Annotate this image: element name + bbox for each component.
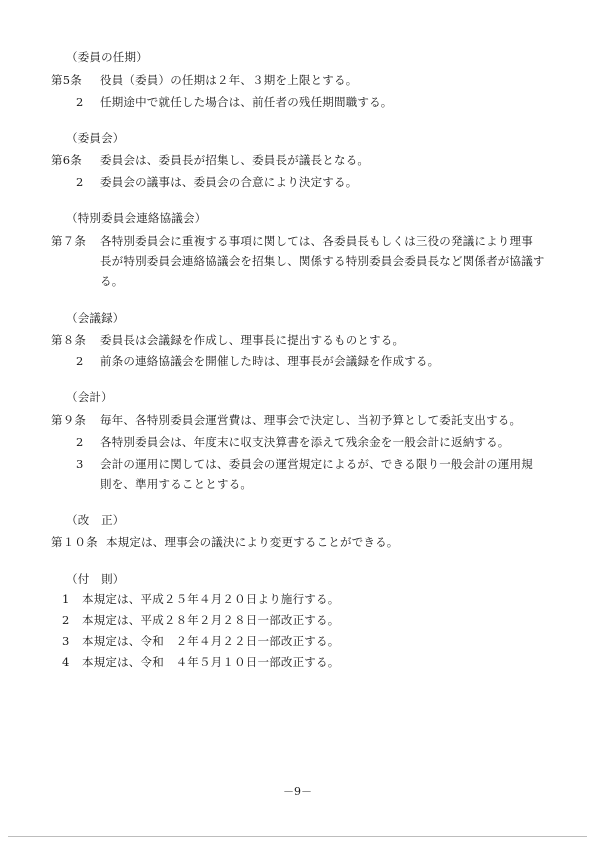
supplementary-text: 本規定は、平成２５年４月２０日より施行する。 [82, 592, 340, 606]
page-number: －9－ [283, 785, 312, 798]
supplementary-text: 本規定は、平成２８年２月２８日一部改正する。 [82, 613, 340, 627]
article-number: 第１０条 [51, 535, 98, 549]
article-text: 役員（委員）の任期は２年、３期を上限とする。 [100, 73, 358, 87]
paragraph-number: 2 [76, 435, 84, 449]
supplementary-text: 本規定は、令和 ４年５月１０日一部改正する。 [82, 655, 340, 669]
article-number: 第９条 [51, 413, 87, 427]
paragraph-text: 委員会の議事は、委員会の合意により決定する。 [100, 175, 358, 189]
section-heading: （会計） [66, 390, 113, 404]
section-heading: （改 正） [66, 513, 125, 527]
supplementary-number: 1 [62, 592, 70, 606]
bottom-rule [8, 836, 587, 837]
paragraph-number: 2 [76, 175, 84, 189]
article-text: 各特別委員会に重複する事項に関しては、各委員長もしくは三役の発議により理事 [100, 234, 533, 248]
article-number: 第７条 [51, 234, 87, 248]
section-heading: （会議録） [66, 311, 125, 325]
article-number: 第5条 [51, 73, 82, 87]
paragraph-text: 会計の運用に関しては、委員会の運営規定によるが、できる限り一般会計の運用規 [100, 457, 533, 471]
supplementary-number: 2 [62, 613, 70, 627]
section-heading: （付 則） [66, 572, 125, 586]
article-text-continuation: 長が特別委員会連絡協議会を招集し、関係する特別委員会委員長など関係者が協議す [100, 254, 545, 268]
section-heading: （委員の任期） [66, 50, 148, 64]
paragraph-number: 3 [76, 457, 84, 471]
article-number: 第6条 [51, 153, 82, 167]
paragraph-text: 前条の連絡協議会を開催した時は、理事長が会議録を作成する。 [100, 354, 440, 368]
paragraph-text: 任期途中で就任した場合は、前任者の残任期間職する。 [100, 95, 393, 109]
article-text-continuation: る。 [100, 274, 124, 288]
paragraph-text: 各特別委員会は、年度末に収支決算書を添えて残余金を一般会計に返納する。 [100, 435, 510, 449]
section-heading: （特別委員会連絡協議会） [66, 211, 207, 225]
article-text: 毎年、各特別委員会運営費は、理事会で決定し、当初予算として委託支出する。 [100, 413, 522, 427]
paragraph-number: 2 [76, 354, 84, 368]
supplementary-number: 4 [62, 655, 70, 669]
article-number: 第８条 [51, 333, 87, 347]
supplementary-text: 本規定は、令和 ２年４月２２日一部改正する。 [82, 634, 340, 648]
article-text: 本規定は、理事会の議決により変更することができる。 [106, 535, 399, 549]
article-text: 委員長は会議録を作成し、理事長に提出するものとする。 [100, 333, 405, 347]
article-text: 委員会は、委員長が招集し、委員長が議長となる。 [100, 153, 370, 167]
supplementary-number: 3 [62, 634, 70, 648]
section-heading: （委員会） [66, 131, 125, 145]
paragraph-text-continuation: 則を、準用することとする。 [100, 477, 253, 491]
paragraph-number: 2 [76, 95, 84, 109]
